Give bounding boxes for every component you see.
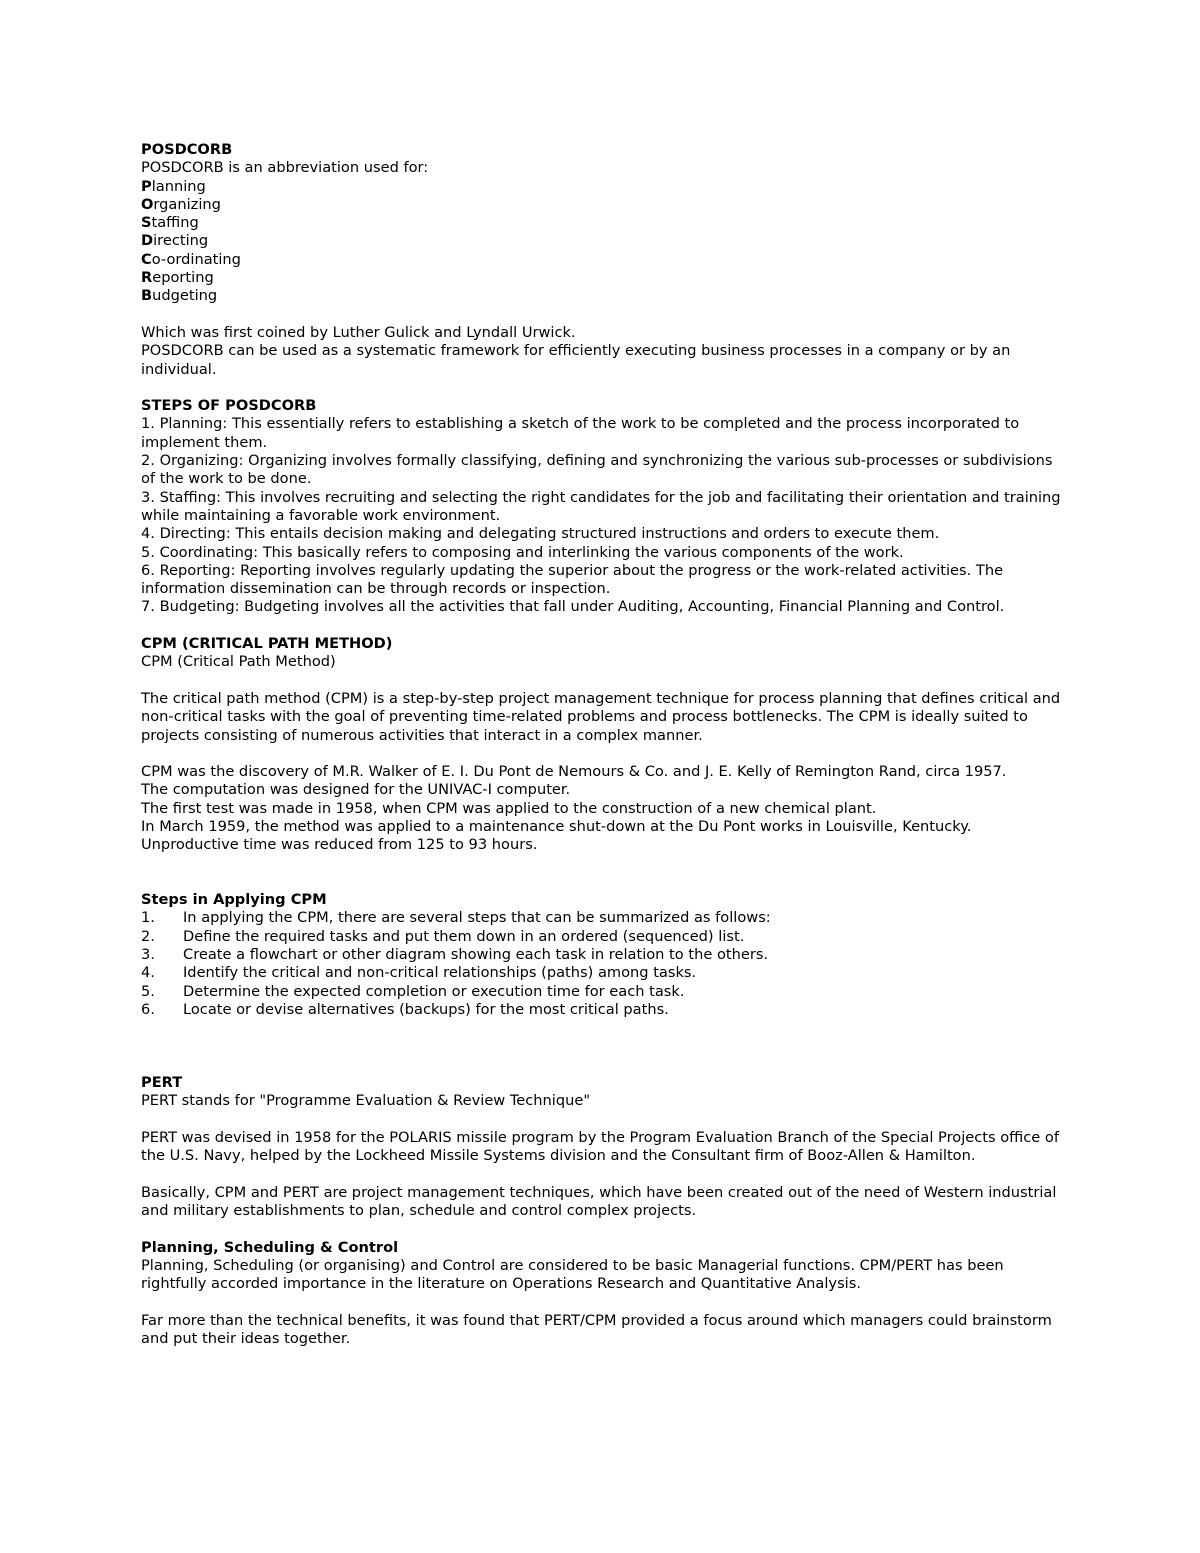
posdcorb-term: Budgeting [141,287,218,305]
pert-stands-for: PERT stands for "Programme Evaluation & Review Technique" [141,1092,591,1110]
steps-posdcorb-item: 2. Organizing: Organizing involves formally classifying, defining and synchronizing the various sub-processes or subdivisions of the work to be done. [141,452,1053,488]
cpm-subheading: CPM (Critical Path Method) [141,653,336,671]
cpm-history-line: Unproductive time was reduced from 125 to 93 hours. [141,836,538,854]
posdcorb-term: Reporting [141,269,214,287]
cpm-history-line: CPM was the discovery of M.R. Walker of E. I. Du Pont de Nemours & Co. and J. E. Kelly of Remington Rand, circa 1957. [141,763,1007,781]
pert-basically: Basically, CPM and PERT are project management techniques, which have been created out of the need of Western industrial and military establishments to plan, schedule and control complex projects. [141,1183,1057,1220]
steps-cpm-item: 5. Determine the expected completion or execution time for each task. [141,982,685,1000]
posdcorb-term: Planning [141,177,206,195]
psc-heading: Planning, Scheduling & Control [141,1238,399,1256]
document-page [141,141,1066,1349]
steps-posdcorb-item: 4. Directing: This entails decision making and delegating structured instructions and orders to execute them. [141,525,940,543]
posdcorb-framework: POSDCORB can be used as a systematic framework for efficiently executing business processes in a company or by an individual. [141,342,1011,378]
steps-cpm-item: 4. Identify the critical and non-critical relationships (paths) among tasks. [141,964,697,982]
cpm-history-line: The first test was made in 1958, when CPM was applied to the construction of a new chemical plant. [141,799,877,817]
posdcorb-coined: Which was first coined by Luther Gulick and Lyndall Urwick. [141,323,576,341]
psc-paragraph: Far more than the technical benefits, it was found that PERT/CPM provided a focus around which managers could brainstorm and put their ideas together. [141,1312,1052,1348]
cpm-definition: The critical path method (CPM) is a step-by-step project management technique for process planning that defines critical and non-critical tasks with the goal of preventing time-related problems and process bottlenecks. The CPM is ideally suited to projects consisting of numerous activities that interact in a complex manner. [141,689,1061,744]
steps-posdcorb-item: 1. Planning: This essentially refers to establishing a sketch of the work to be completed and the process incorporated to implement them. [141,415,1020,451]
posdcorb-term: Directing [141,232,209,250]
cpm-heading: CPM (CRITICAL PATH METHOD) [141,635,393,653]
pert-history: PERT was devised in 1958 for the POLARIS missile program by the Program Evaluation Branch of the Special Projects office of the U.S. Navy, helped by the Lockheed Missile Systems division and the Consultant firm of Booz-Allen & Hamilton. [141,1129,1059,1165]
posdcorb-term: Staffing [141,214,199,232]
posdcorb-term-list [141,178,1066,306]
steps-cpm-item: 1. In applying the CPM, there are several steps that can be summarized as follows: [141,909,771,927]
steps-cpm-item: 6. Locate or devise alternatives (backups) for the most critical paths. [141,1000,669,1018]
steps-cpm-heading: Steps in Applying CPM [141,891,327,909]
steps-posdcorb-item: 3. Staffing: This involves recruiting and selecting the right candidates for the job and facilitating their orientation and training while maintaining a favorable work environment. [141,488,1061,524]
steps-posdcorb-item: 6. Reporting: Reporting involves regularly updating the superior about the progress or the work-related activities. The information dissemination can be through records or inspection. [141,561,1004,598]
steps-posdcorb-item: 7. Budgeting: Budgeting involves all the activities that fall under Auditing, Accounting, Financial Planning and Control. [141,598,1005,616]
steps-cpm-item: 2. Define the required tasks and put them down in an ordered (sequenced) list. [141,927,745,945]
steps-posdcorb-heading: STEPS OF POSDCORB [141,397,317,415]
psc-paragraph: Planning, Scheduling (or organising) and Control are considered to be basic Managerial functions. CPM/PERT has been rightfully accorded importance in the literature on Operations Research and Quantitative Analysis. [141,1257,1004,1293]
posdcorb-term: Co-ordinating [141,250,241,268]
steps-posdcorb-item: 5. Coordinating: This basically refers to composing and interlinking the various components of the work. [141,543,904,561]
steps-cpm-list [141,909,1066,1019]
pert-heading: PERT [141,1074,183,1092]
steps-cpm-item: 3. Create a flowchart or other diagram showing each task in relation to the others. [141,946,769,964]
posdcorb-intro: POSDCORB is an abbreviation used for: [141,159,429,177]
posdcorb-heading: POSDCORB [141,141,233,158]
cpm-history-line: In March 1959, the method was applied to a maintenance shut-down at the Du Pont works in Louisville, Kentucky. [141,817,972,835]
posdcorb-term: Organizing [141,195,221,213]
cpm-history-line: The computation was designed for the UNIVAC-I computer. [141,781,571,799]
